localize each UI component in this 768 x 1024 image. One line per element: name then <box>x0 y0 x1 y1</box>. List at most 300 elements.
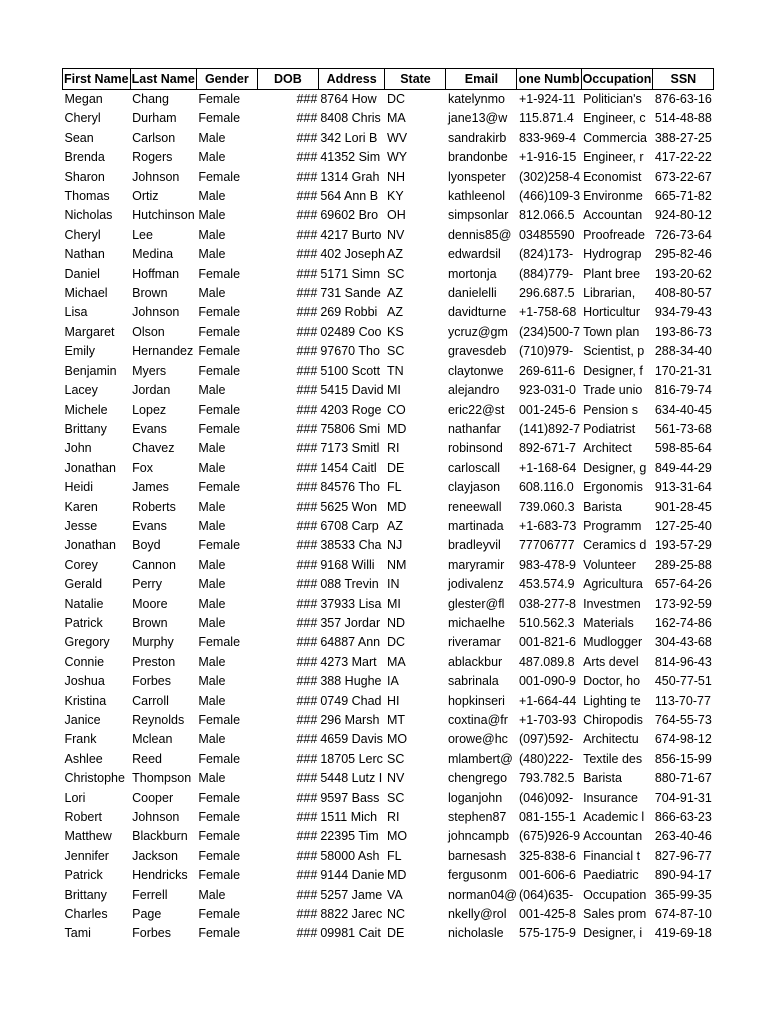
cell-email[interactable]: maryramir <box>447 557 505 572</box>
cell-last-name[interactable]: Medina <box>132 247 174 262</box>
cell-ssn[interactable]: 634-40-45 <box>654 402 712 417</box>
cell-phone-number[interactable]: 269-611-6 <box>518 363 576 378</box>
cell-email[interactable]: davidturne <box>447 305 507 320</box>
cell-phone-number[interactable]: (466)109-3 <box>518 189 581 204</box>
cell-gender[interactable]: Male <box>198 693 226 708</box>
cell-ssn[interactable]: 408-80-57 <box>654 286 712 301</box>
cell-state[interactable]: MO <box>386 732 408 747</box>
cell-dob[interactable]: ### <box>296 150 318 165</box>
cell-first-name[interactable]: Gregory <box>64 635 110 650</box>
cell-dob[interactable]: ### <box>296 713 318 727</box>
cell-address[interactable]: 388 Hughe <box>320 674 382 689</box>
cell-ssn[interactable]: 657-64-26 <box>654 577 712 592</box>
cell-first-name[interactable]: Thomas <box>64 189 110 204</box>
cell-dob[interactable]: ### <box>296 92 318 106</box>
cell-last-name[interactable]: James <box>132 480 169 495</box>
cell-occupation[interactable]: Designer, f <box>583 363 643 378</box>
cell-first-name[interactable]: Natalie <box>64 596 104 611</box>
cell-address[interactable]: 5448 Lutz I <box>320 771 383 786</box>
cell-email[interactable]: riveramar <box>447 635 501 650</box>
cell-ssn[interactable]: 598-85-64 <box>654 441 712 456</box>
cell-first-name[interactable]: Christophe <box>64 771 125 786</box>
cell-dob[interactable]: ### <box>296 208 318 223</box>
cell-phone-number[interactable]: 325-838-6 <box>518 848 576 863</box>
cell-state[interactable]: NJ <box>386 538 403 553</box>
cell-gender[interactable]: Male <box>198 577 226 592</box>
cell-dob[interactable]: ### <box>296 654 318 669</box>
cell-first-name[interactable]: Tami <box>64 926 91 941</box>
cell-dob[interactable]: ### <box>296 538 318 553</box>
cell-email[interactable]: eric22@st <box>447 402 505 417</box>
cell-dob[interactable]: ### <box>296 441 318 456</box>
cell-state[interactable]: MA <box>386 654 406 669</box>
cell-dob[interactable]: ### <box>296 732 318 747</box>
cell-ssn[interactable]: 450-77-51 <box>654 674 712 689</box>
cell-gender[interactable]: Male <box>198 732 226 747</box>
cell-dob[interactable]: ### <box>296 829 318 844</box>
cell-email[interactable]: edwardsil <box>447 247 501 262</box>
cell-state[interactable]: MI <box>386 596 401 611</box>
cell-address[interactable]: 296 Marsh <box>320 713 380 727</box>
cell-phone-number[interactable]: 487.089.8 <box>518 654 575 669</box>
cell-last-name[interactable]: Lopez <box>132 402 167 417</box>
cell-first-name[interactable]: Matthew <box>64 829 112 844</box>
cell-occupation[interactable]: Town plan <box>583 324 640 339</box>
cell-dob[interactable]: ### <box>296 577 318 592</box>
cell-phone-number[interactable]: 03485590 <box>518 227 575 242</box>
cell-occupation[interactable]: Occupation <box>583 887 647 902</box>
cell-state[interactable]: VA <box>386 887 403 902</box>
cell-occupation[interactable]: Accountan <box>583 208 643 223</box>
header-dob[interactable]: DOB <box>257 69 318 90</box>
cell-email[interactable]: ablackbur <box>447 654 503 669</box>
cell-state[interactable]: CO <box>386 402 406 417</box>
cell-gender[interactable]: Female <box>198 266 241 281</box>
cell-occupation[interactable]: Chiropodis <box>583 713 643 727</box>
cell-first-name[interactable]: Joshua <box>64 674 105 689</box>
cell-email[interactable]: sandrakirb <box>447 130 507 145</box>
cell-last-name[interactable]: Myers <box>132 363 167 378</box>
cell-address[interactable]: 18705 Lerc <box>320 751 383 766</box>
cell-ssn[interactable]: 726-73-64 <box>654 227 712 242</box>
cell-occupation[interactable]: Investmen <box>583 596 641 611</box>
cell-phone-number[interactable]: (064)635- <box>518 887 574 902</box>
cell-address[interactable]: 84576 Tho <box>320 480 380 495</box>
cell-email[interactable]: robinsond <box>447 441 503 456</box>
cell-last-name[interactable]: Jordan <box>132 383 171 398</box>
cell-ssn[interactable]: 816-79-74 <box>654 383 712 398</box>
cell-email[interactable]: chengrego <box>447 771 508 786</box>
cell-phone-number[interactable]: 001-606-6 <box>518 868 576 883</box>
cell-email[interactable]: orowe@hc <box>447 732 508 747</box>
cell-dob[interactable]: ### <box>296 344 318 359</box>
cell-first-name[interactable]: Patrick <box>64 868 103 883</box>
cell-dob[interactable]: ### <box>296 480 318 495</box>
cell-first-name[interactable]: Cheryl <box>64 111 101 126</box>
cell-last-name[interactable]: Boyd <box>132 538 161 553</box>
cell-state[interactable]: NM <box>386 557 407 572</box>
cell-dob[interactable]: ### <box>296 402 318 417</box>
cell-last-name[interactable]: Forbes <box>132 674 172 689</box>
cell-address[interactable]: 9597 Bass <box>320 790 380 805</box>
cell-first-name[interactable]: Janice <box>64 713 101 727</box>
cell-state[interactable]: ND <box>386 615 406 630</box>
cell-ssn[interactable]: 901-28-45 <box>654 499 712 514</box>
cell-phone-number[interactable]: (480)222- <box>518 751 574 766</box>
cell-email[interactable]: bradleyvil <box>447 538 501 553</box>
header-address[interactable]: Address <box>318 69 385 90</box>
cell-occupation[interactable]: Architect <box>583 441 632 456</box>
cell-gender[interactable]: Female <box>198 169 241 184</box>
cell-phone-number[interactable]: +1-703-93 <box>518 713 577 727</box>
cell-email[interactable]: reneewall <box>447 499 502 514</box>
cell-dob[interactable]: ### <box>296 460 318 475</box>
cell-last-name[interactable]: Lee <box>132 227 153 242</box>
cell-address[interactable]: 088 Trevin <box>320 577 379 592</box>
header-occupation[interactable]: Occupation <box>581 69 653 90</box>
cell-address[interactable]: 564 Ann B <box>320 189 379 204</box>
cell-last-name[interactable]: Mclean <box>132 732 173 747</box>
cell-email[interactable]: carloscall <box>447 460 501 475</box>
cell-last-name[interactable]: Blackburn <box>132 829 188 844</box>
cell-occupation[interactable]: Horticultur <box>583 305 641 320</box>
cell-first-name[interactable]: Jesse <box>64 518 98 533</box>
cell-state[interactable]: DC <box>386 635 406 650</box>
cell-phone-number[interactable]: (884)779- <box>518 266 574 281</box>
cell-dob[interactable]: ### <box>296 324 318 339</box>
cell-phone-number[interactable]: +1-168-64 <box>518 460 577 475</box>
cell-state[interactable]: MD <box>386 868 407 883</box>
cell-occupation[interactable]: Scientist, p <box>583 344 645 359</box>
cell-phone-number[interactable]: (710)979- <box>518 344 574 359</box>
cell-occupation[interactable]: Plant bree <box>583 266 641 281</box>
header-last-name[interactable]: Last Name <box>130 69 196 90</box>
cell-gender[interactable]: Male <box>198 654 226 669</box>
cell-state[interactable]: DC <box>386 92 406 106</box>
cell-address[interactable]: 5415 David <box>320 383 384 398</box>
cell-ssn[interactable]: 295-82-46 <box>654 247 712 262</box>
cell-ssn[interactable]: 365-99-35 <box>654 887 712 902</box>
cell-state[interactable]: TN <box>386 363 404 378</box>
cell-last-name[interactable]: Thompson <box>132 771 192 786</box>
cell-email[interactable]: nicholasle <box>447 926 504 941</box>
cell-occupation[interactable]: Programm <box>583 518 642 533</box>
cell-gender[interactable]: Male <box>198 189 226 204</box>
cell-phone-number[interactable]: 001-425-8 <box>518 907 576 922</box>
cell-email[interactable]: sabrinala <box>447 674 499 689</box>
cell-gender[interactable]: Male <box>198 596 226 611</box>
cell-last-name[interactable]: Brown <box>132 286 168 301</box>
cell-dob[interactable]: ### <box>296 751 318 766</box>
cell-occupation[interactable]: Paediatric <box>583 868 639 883</box>
cell-phone-number[interactable]: 510.562.3 <box>518 615 575 630</box>
cell-dob[interactable]: ### <box>296 810 318 825</box>
cell-first-name[interactable]: Brittany <box>64 887 107 902</box>
cell-first-name[interactable]: Robert <box>64 810 103 825</box>
cell-occupation[interactable]: Designer, g <box>583 460 647 475</box>
cell-last-name[interactable]: Carlson <box>132 130 176 145</box>
cell-state[interactable]: MT <box>386 713 406 727</box>
cell-dob[interactable]: ### <box>296 693 318 708</box>
cell-dob[interactable]: ### <box>296 305 318 320</box>
cell-ssn[interactable]: 173-92-59 <box>654 596 712 611</box>
cell-address[interactable]: 37933 Lisa <box>320 596 382 611</box>
cell-dob[interactable]: ### <box>296 868 318 883</box>
cell-address[interactable]: 1314 Grah <box>320 169 380 184</box>
cell-email[interactable]: martinada <box>447 518 504 533</box>
cell-occupation[interactable]: Engineer, r <box>583 150 644 165</box>
cell-ssn[interactable]: 934-79-43 <box>654 305 712 320</box>
cell-state[interactable]: DE <box>386 460 405 475</box>
cell-ssn[interactable]: 514-48-88 <box>654 111 712 126</box>
cell-first-name[interactable]: Charles <box>64 907 108 922</box>
cell-occupation[interactable]: Hydrograp <box>583 247 642 262</box>
cell-dob[interactable]: ### <box>296 907 318 922</box>
cell-address[interactable]: 269 Robbi <box>320 305 378 320</box>
cell-last-name[interactable]: Forbes <box>132 926 172 941</box>
cell-dob[interactable]: ### <box>296 383 318 398</box>
cell-ssn[interactable]: 876-63-16 <box>654 92 712 106</box>
cell-gender[interactable]: Male <box>198 460 226 475</box>
cell-dob[interactable]: ### <box>296 615 318 630</box>
cell-gender[interactable]: Female <box>198 421 241 436</box>
cell-phone-number[interactable]: 739.060.3 <box>518 499 575 514</box>
cell-ssn[interactable]: 814-96-43 <box>654 654 712 669</box>
cell-address[interactable]: 9168 Willi <box>320 557 375 572</box>
cell-email[interactable]: barnesash <box>447 848 507 863</box>
cell-state[interactable]: SC <box>386 751 405 766</box>
cell-first-name[interactable]: Brittany <box>64 421 107 436</box>
cell-occupation[interactable]: Proofreade <box>583 227 645 242</box>
cell-ssn[interactable]: 263-40-46 <box>654 829 712 844</box>
cell-last-name[interactable]: Evans <box>132 421 167 436</box>
cell-first-name[interactable]: Cheryl <box>64 227 101 242</box>
cell-address[interactable]: 5625 Won <box>320 499 378 514</box>
cell-first-name[interactable]: Heidi <box>64 480 93 495</box>
cell-state[interactable]: MD <box>386 421 407 436</box>
cell-address[interactable]: 97670 Tho <box>320 344 380 359</box>
cell-gender[interactable]: Female <box>198 402 241 417</box>
cell-state[interactable]: RI <box>386 441 400 456</box>
cell-state[interactable]: SC <box>386 344 405 359</box>
cell-gender[interactable]: Female <box>198 751 241 766</box>
cell-gender[interactable]: Female <box>198 907 241 922</box>
cell-state[interactable]: NC <box>386 907 406 922</box>
cell-email[interactable]: coxtina@fr <box>447 713 508 727</box>
cell-phone-number[interactable]: 923-031-0 <box>518 383 576 398</box>
cell-first-name[interactable]: Margaret <box>64 324 115 339</box>
cell-last-name[interactable]: Olson <box>132 324 165 339</box>
cell-state[interactable]: FL <box>386 480 402 495</box>
cell-phone-number[interactable]: +1-664-44 <box>518 693 577 708</box>
cell-last-name[interactable]: Ferrell <box>132 887 168 902</box>
cell-state[interactable]: FL <box>386 848 402 863</box>
cell-address[interactable]: 731 Sande <box>320 286 381 301</box>
cell-occupation[interactable]: Economist <box>583 169 642 184</box>
cell-last-name[interactable]: Jackson <box>132 848 178 863</box>
cell-ssn[interactable]: 162-74-86 <box>654 615 712 630</box>
cell-phone-number[interactable]: (141)892-7 <box>518 421 581 436</box>
cell-phone-number[interactable]: (824)173- <box>518 247 574 262</box>
cell-state[interactable]: KY <box>386 189 404 204</box>
cell-phone-number[interactable]: +1-916-15 <box>518 150 577 165</box>
cell-gender[interactable]: Male <box>198 247 226 262</box>
cell-last-name[interactable]: Brown <box>132 615 168 630</box>
cell-ssn[interactable]: 704-91-31 <box>654 790 712 805</box>
cell-gender[interactable]: Female <box>198 810 241 825</box>
cell-phone-number[interactable]: 038-277-8 <box>518 596 576 611</box>
cell-occupation[interactable]: Ceramics d <box>583 538 647 553</box>
cell-last-name[interactable]: Chang <box>132 92 169 106</box>
cell-first-name[interactable]: Michael <box>64 286 108 301</box>
cell-phone-number[interactable]: +1-758-68 <box>518 305 577 320</box>
cell-phone-number[interactable]: 812.066.5 <box>518 208 575 223</box>
cell-address[interactable]: 1454 Caitl <box>320 460 377 475</box>
cell-last-name[interactable]: Rogers <box>132 150 173 165</box>
cell-phone-number[interactable]: +1-683-73 <box>518 518 577 533</box>
header-phone-number[interactable]: one Numb <box>517 69 581 90</box>
cell-gender[interactable]: Female <box>198 848 241 863</box>
cell-address[interactable]: 4659 Davis <box>320 732 383 747</box>
cell-occupation[interactable]: Commercia <box>583 130 647 145</box>
cell-dob[interactable]: ### <box>296 111 318 126</box>
cell-occupation[interactable]: Financial t <box>583 848 641 863</box>
cell-address[interactable]: 357 Jordar <box>320 615 381 630</box>
cell-dob[interactable]: ### <box>296 635 318 650</box>
cell-ssn[interactable]: 880-71-67 <box>654 771 712 786</box>
cell-occupation[interactable]: Librarian, <box>583 286 636 301</box>
cell-gender[interactable]: Female <box>198 92 241 106</box>
cell-first-name[interactable]: Lori <box>64 790 86 805</box>
cell-email[interactable]: jane13@w <box>447 111 508 126</box>
cell-address[interactable]: 5257 Jame <box>320 887 383 902</box>
cell-gender[interactable]: Male <box>198 130 226 145</box>
cell-first-name[interactable]: Corey <box>64 557 98 572</box>
cell-last-name[interactable]: Hoffman <box>132 266 180 281</box>
cell-state[interactable]: MD <box>386 499 407 514</box>
header-gender[interactable]: Gender <box>196 69 257 90</box>
cell-first-name[interactable]: Brenda <box>64 150 105 165</box>
cell-gender[interactable]: Female <box>198 829 241 844</box>
cell-first-name[interactable]: Michele <box>64 402 108 417</box>
cell-phone-number[interactable]: 983-478-9 <box>518 557 576 572</box>
cell-dob[interactable]: ### <box>296 887 318 902</box>
cell-last-name[interactable]: Murphy <box>132 635 174 650</box>
cell-state[interactable]: MO <box>386 829 408 844</box>
cell-state[interactable]: WV <box>386 130 408 145</box>
cell-dob[interactable]: ### <box>296 674 318 689</box>
cell-email[interactable]: danielelli <box>447 286 497 301</box>
cell-gender[interactable]: Male <box>198 499 226 514</box>
cell-phone-number[interactable]: 115.871.4 <box>518 111 574 126</box>
cell-state[interactable]: KS <box>386 324 404 339</box>
cell-gender[interactable]: Male <box>198 557 226 572</box>
cell-address[interactable]: 0749 Chad <box>320 693 382 708</box>
cell-first-name[interactable]: Sean <box>64 130 94 145</box>
cell-occupation[interactable]: Mudlogger <box>583 635 643 650</box>
cell-last-name[interactable]: Reynolds <box>132 713 185 727</box>
cell-first-name[interactable]: Kristina <box>64 693 107 708</box>
cell-gender[interactable]: Female <box>198 926 241 941</box>
cell-phone-number[interactable]: 77706777 <box>518 538 575 553</box>
cell-address[interactable]: 4203 Roge <box>320 402 382 417</box>
cell-occupation[interactable]: Engineer, c <box>583 111 646 126</box>
cell-occupation[interactable]: Barista <box>583 499 622 514</box>
cell-dob[interactable]: ### <box>296 286 318 301</box>
cell-state[interactable]: DE <box>386 926 405 941</box>
cell-state[interactable]: RI <box>386 810 400 825</box>
cell-ssn[interactable]: 127-25-40 <box>654 518 712 533</box>
cell-address[interactable]: 69602 Bro <box>320 208 379 223</box>
cell-occupation[interactable]: Trade unio <box>583 383 643 398</box>
cell-email[interactable]: loganjohn <box>447 790 503 805</box>
cell-ssn[interactable]: 674-98-12 <box>654 732 712 747</box>
cell-address[interactable]: 64887 Ann <box>320 635 381 650</box>
cell-last-name[interactable]: Cooper <box>132 790 174 805</box>
cell-last-name[interactable]: Evans <box>132 518 167 533</box>
cell-last-name[interactable]: Durham <box>132 111 177 126</box>
cell-email[interactable]: alejandro <box>447 383 500 398</box>
cell-last-name[interactable]: Fox <box>132 460 153 475</box>
cell-state[interactable]: AZ <box>386 305 403 320</box>
cell-email[interactable]: lyonspeter <box>447 169 506 184</box>
cell-last-name[interactable]: Roberts <box>132 499 176 514</box>
cell-ssn[interactable]: 388-27-25 <box>654 130 712 145</box>
cell-first-name[interactable]: John <box>64 441 92 456</box>
cell-ssn[interactable]: 193-86-73 <box>654 324 712 339</box>
cell-gender[interactable]: Male <box>198 208 226 223</box>
cell-gender[interactable]: Female <box>198 790 241 805</box>
cell-first-name[interactable]: Jennifer <box>64 848 109 863</box>
cell-address[interactable]: 342 Lori B <box>320 130 378 145</box>
cell-state[interactable]: AZ <box>386 518 403 533</box>
cell-state[interactable]: NV <box>386 227 405 242</box>
cell-email[interactable]: fergusonm <box>447 868 508 883</box>
cell-address[interactable]: 5171 Simn <box>320 266 381 281</box>
cell-email[interactable]: brandonbe <box>447 150 508 165</box>
cell-address[interactable]: 9144 Danie <box>320 868 385 883</box>
cell-dob[interactable]: ### <box>296 227 318 242</box>
cell-phone-number[interactable]: 608.116.0 <box>518 480 574 495</box>
cell-last-name[interactable]: Reed <box>132 751 162 766</box>
cell-gender[interactable]: Male <box>198 887 226 902</box>
cell-dob[interactable]: ### <box>296 771 318 786</box>
cell-occupation[interactable]: Volunteer <box>583 557 636 572</box>
cell-occupation[interactable]: Pension s <box>583 402 638 417</box>
cell-state[interactable]: SC <box>386 266 405 281</box>
cell-last-name[interactable]: Moore <box>132 596 168 611</box>
cell-dob[interactable]: ### <box>296 926 318 941</box>
cell-address[interactable]: 7173 Smitl <box>320 441 380 456</box>
cell-ssn[interactable]: 674-87-10 <box>654 907 712 922</box>
cell-gender[interactable]: Female <box>198 111 241 126</box>
cell-last-name[interactable]: Hutchinson <box>132 208 195 223</box>
cell-state[interactable]: IN <box>386 577 400 592</box>
cell-occupation[interactable]: Sales prom <box>583 907 647 922</box>
cell-state[interactable]: MI <box>386 383 401 398</box>
cell-gender[interactable]: Male <box>198 383 226 398</box>
cell-email[interactable]: claytonwe <box>447 363 504 378</box>
cell-dob[interactable]: ### <box>296 247 318 262</box>
cell-address[interactable]: 09981 Cait <box>320 926 381 941</box>
cell-email[interactable]: mortonja <box>447 266 497 281</box>
cell-dob[interactable]: ### <box>296 189 318 204</box>
cell-gender[interactable]: Male <box>198 771 226 786</box>
cell-first-name[interactable]: Lisa <box>64 305 88 320</box>
cell-ssn[interactable]: 288-34-40 <box>654 344 712 359</box>
cell-ssn[interactable]: 849-44-29 <box>654 460 712 475</box>
cell-gender[interactable]: Female <box>198 635 241 650</box>
